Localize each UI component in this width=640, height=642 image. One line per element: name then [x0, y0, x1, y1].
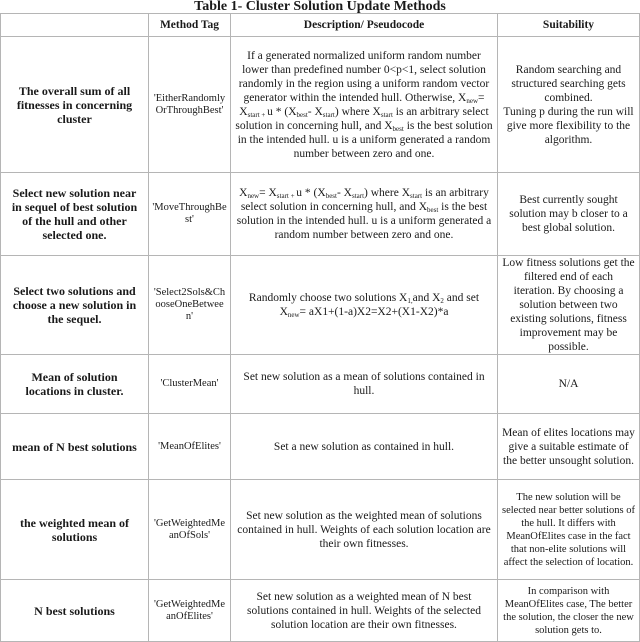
update-methods-table [0, 13, 640, 642]
description: Set new solution as a weighted mean of N best solutions contained in hull. Weights of the selected solution location are their own fitnesses. [231, 580, 498, 642]
row-name: N best solutions [1, 580, 149, 642]
suitability: Best currently sought solution may b closer to a best global solution. [498, 173, 640, 256]
suitability: In comparison with MeanOfElites case, The better the solution, the closer the new solution gets to. [498, 580, 640, 642]
suitability: Low fitness solutions get the filtered end of each iteration. By choosing a solution between two existing solutions, fitness improvement may be possible. [498, 256, 640, 355]
method-tag: 'Select2Sols&ChooseOneBetween' [149, 256, 231, 355]
row-name: The overall sum of all fitnesses in concerning cluster [1, 37, 149, 173]
description: $X_{new}= X_{start +}$ u * ($X_{best}-$ $X_{start}$) where $X_{start}$ is an arbitrary select solution in concerning hull, and $X_{best}$ is the best solution in the intended hull. u is a uniform generated a random number between zero and one. [231, 173, 498, 256]
suitability: N/A [498, 355, 640, 414]
method-tag: 'MoveThroughBest' [149, 173, 231, 256]
table-row [1, 355, 640, 414]
table-row [1, 414, 640, 480]
method-tag: 'GetWeightedMeanOfSols' [149, 480, 231, 580]
method-tag: 'MeanOfElites' [149, 414, 231, 480]
header-row [1, 14, 640, 37]
row-name: the weighted mean of solutions [1, 480, 149, 580]
row-name: Select new solution near in sequel of best solution of the hull and other selected one. [1, 173, 149, 256]
suitability: Mean of elites locations may give a suitable estimate of the better unsought solution. [498, 414, 640, 480]
description: Set new solution as a mean of solutions contained in hull. [231, 355, 498, 414]
row-name: mean of N best solutions [1, 414, 149, 480]
method-tag: 'ClusterMean' [149, 355, 231, 414]
header-suitability: Suitability [498, 14, 640, 37]
description: Randomly choose two solutions $X_{1,}and$ $X_2$ and set $X_{new}= aX1+(1-a)X2=X2+(X1-X2)*a$ [231, 256, 498, 355]
description: Set a new solution as contained in hull. [231, 414, 498, 480]
description: Set new solution as the weighted mean of solutions contained in hull. Weights of each solution location are their own fitnesses. [231, 480, 498, 580]
header-blank [1, 14, 149, 37]
row-name: Select two solutions and choose a new solution in the sequel. [1, 256, 149, 355]
table-row [1, 480, 640, 580]
method-tag: 'EitherRandomlyOrThroughBest' [149, 37, 231, 173]
table-row [1, 173, 640, 256]
row-name: Mean of solution locations in cluster. [1, 355, 149, 414]
description: If a generated normalized uniform random number lower than predefined number 0<p<1, select solution randomly in the region using a uniform random vector generator within the intended hull. Otherwise, $X_{new}= X_{start +}$ u * ($X_{best}-$ $X_{start}$) where $X_{start}$ is an arbitrary select solution in concerning hull, and $X_{best}$ is the best solution in the intended hull. u is a uniform generated a random number between zero and one. [231, 37, 498, 173]
table-row [1, 256, 640, 355]
suitability: Random searching and structured searching gets combined. Tuning p during the run will give more flexibility to the algorithm. [498, 37, 640, 173]
header-description: Description/ Pseudocode [231, 14, 498, 37]
method-tag: 'GetWeightedMeanOfElites' [149, 580, 231, 642]
suitability: The new solution will be selected near better solutions of the hull. It differs with MeanOfElites case in the fact that non-elite solutions will affect the selection of location. [498, 480, 640, 580]
table-row [1, 580, 640, 642]
table-caption: Table 1- Cluster Solution Update Methods [194, 0, 446, 14]
header-method-tag: Method Tag [149, 14, 231, 37]
table-row [1, 37, 640, 173]
